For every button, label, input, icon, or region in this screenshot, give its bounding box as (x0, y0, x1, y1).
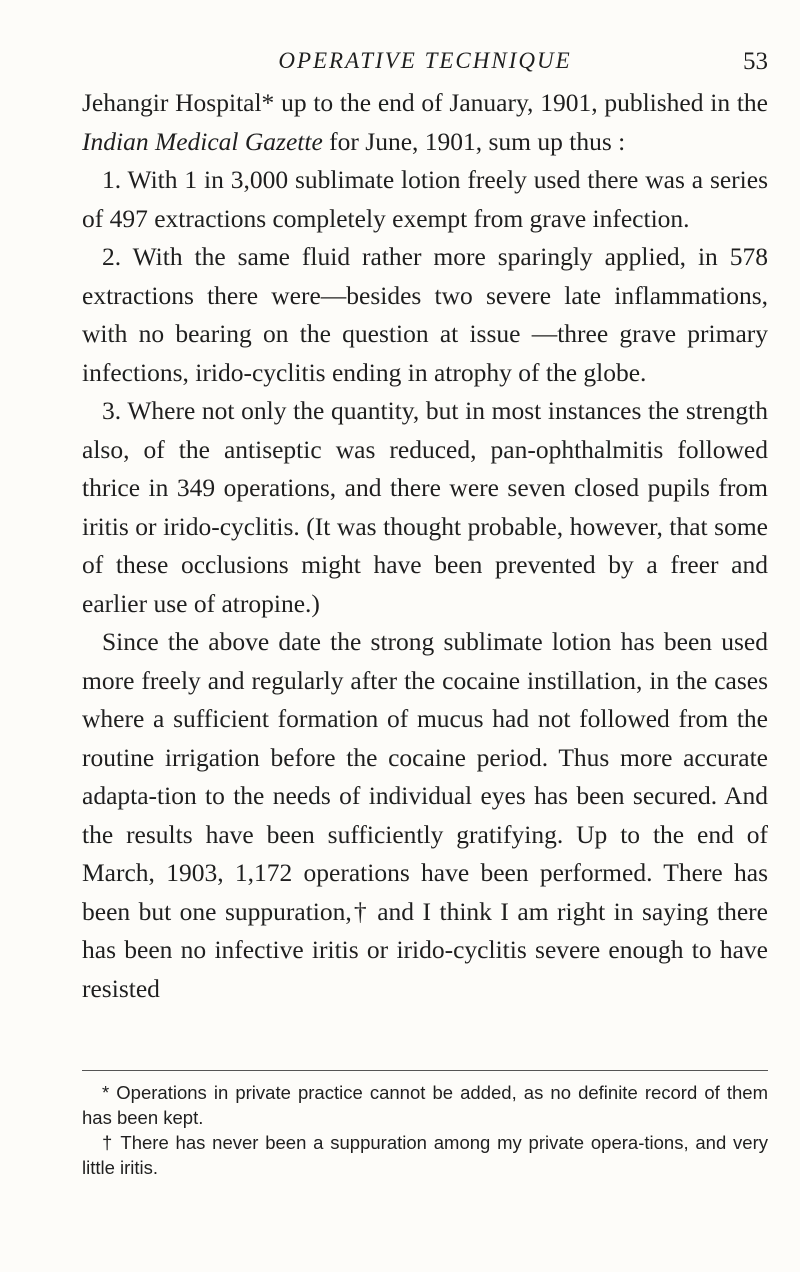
intro-text-a: Jehangir Hospital* up to the end of January, 1901, published in the (82, 88, 768, 117)
footnotes (82, 1080, 768, 1180)
page-number: 53 (743, 48, 768, 75)
paragraph-item-1: 1. With 1 in 3,000 sublimate lotion freely used there was a series of 497 extractions completely exempt from grave infection. (82, 165, 768, 233)
paragraph-results: Since the above date the strong sublimate lotion has been used more freely and regularly after the cocaine instillation, in the cases where a sufficient formation of mucus had not followed from the routine irrigation before the cocaine period. Thus more accurate adapta-tion to the needs of individual eyes has been secured. And the results have been sufficiently gratifying. Up to the end of March, 1903, 1,172 operations have been performed. There has been but one suppuration,† and I think I am right in saying there has been no infective iritis or irido-cyclitis severe enough to have resisted (82, 627, 768, 1003)
body-text (82, 84, 768, 1008)
journal-title: Indian Medical Gazette (82, 126, 323, 156)
footnote-divider (82, 1070, 768, 1071)
paragraph-intro (82, 84, 768, 161)
paragraph-item-3: 3. Where not only the quantity, but in most instances the strength also, of the antiseptic was reduced, pan-ophthalmitis followed thrice in 349 operations, and there were seven closed pupils from iritis or irido-cyclitis. (It was thought probable, however, that some of these occlusions might have been prevented by a freer and earlier use of atropine.) (82, 396, 768, 618)
intro-text-b: for June, 1901, sum up thus : (322, 126, 626, 156)
paragraph-item-2: 2. With the same fluid rather more sparingly applied, in 578 extractions there were—besides two severe late inflammations, with no bearing on the question at issue —three grave primary infections, irido-cyclitis ending in atrophy of the globe. (82, 242, 768, 387)
footnote-2: † There has never been a suppuration among my private opera-tions, and very little iritis. (82, 1132, 768, 1178)
running-head: OPERATIVE TECHNIQUE (278, 48, 572, 73)
footnote-1: * Operations in private practice cannot be added, as no definite record of them has been kept. (82, 1082, 768, 1128)
page-header (82, 45, 768, 81)
